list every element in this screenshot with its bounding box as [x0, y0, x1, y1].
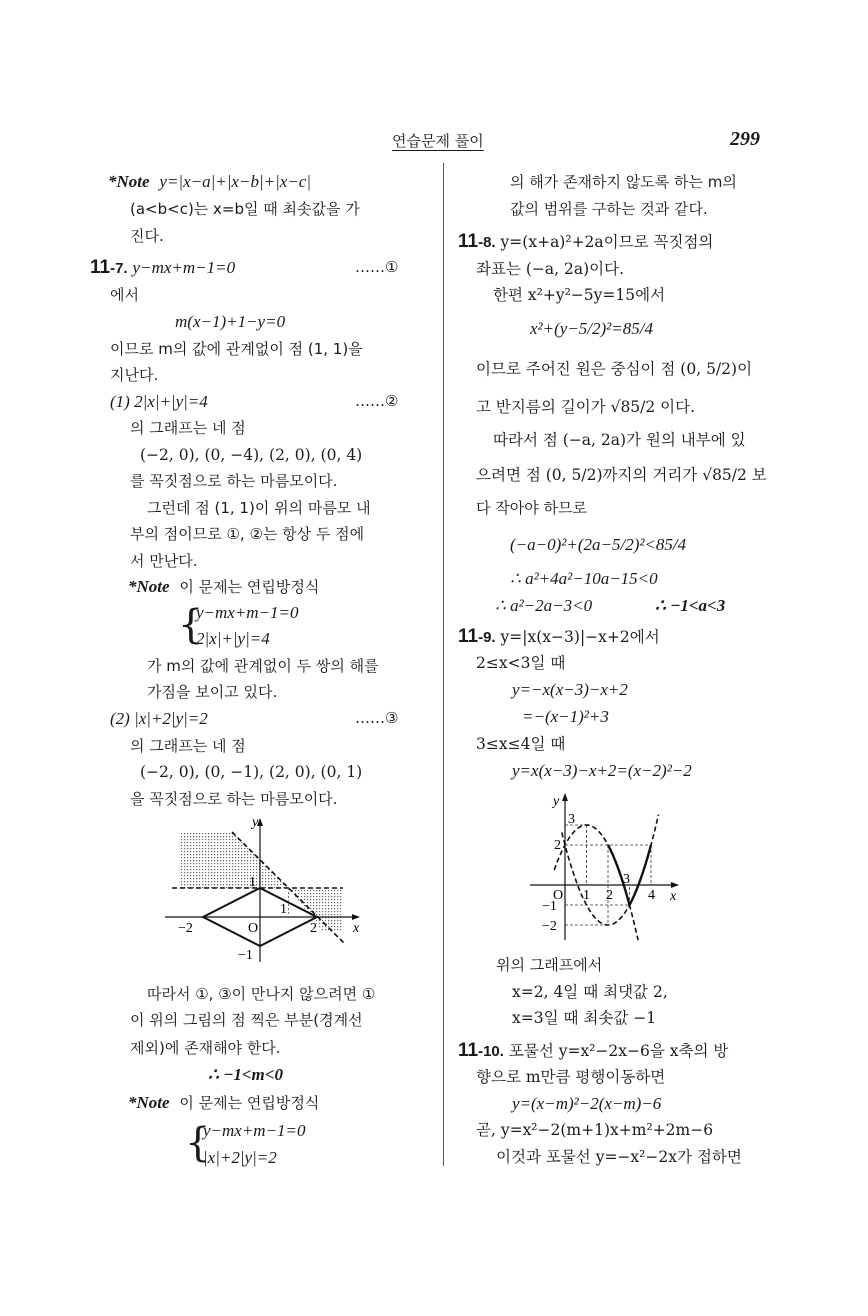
equation: (−a−0)²+(2a−5/2)²<85/4 — [510, 535, 687, 554]
text-line: 값의 범위를 구하는 것과 같다. — [510, 200, 708, 218]
x-label: x — [670, 889, 677, 904]
text-line: 따라서 ①, ③이 만나지 않으려면 ① — [147, 985, 376, 1003]
text-line: 곧, y=x²−2(m+1)x+m²+2m−6 — [476, 1121, 714, 1139]
note-label: *Note — [108, 172, 150, 191]
text-line: 의 해가 존재하지 않도록 하는 m의 — [510, 173, 737, 191]
equation: (1) 2|x|+|y|=4 — [110, 392, 208, 411]
text-line: 에서 — [110, 286, 139, 304]
problem-number: 11 — [458, 231, 479, 252]
equation: ∴ a²+4a²−10a−15<0 — [510, 569, 658, 588]
problem-subnumber: -9. — [478, 629, 496, 646]
problem-subnumber: -8. — [478, 234, 496, 251]
text-line: x=2, 4일 때 최댓값 2, — [512, 983, 668, 1001]
text-line: 고 반지름의 길이가 √85/2 이다. — [476, 398, 696, 416]
note-text: 이 문제는 연립방정식 — [179, 1094, 320, 1112]
text-line: 서 만난다. — [130, 552, 198, 570]
problem-subnumber: -10. — [478, 1043, 504, 1060]
system-equation: y−mx+m−1=0 — [196, 603, 299, 622]
text-line: 다 작아야 하므로 — [476, 499, 587, 517]
note-equation: y=|x−a|+|x−b|+|x−c| — [159, 172, 312, 191]
note-line — [128, 577, 319, 597]
rhombus-region-graph — [160, 812, 375, 967]
system-equation: y−mx+m−1=0 — [203, 1121, 306, 1140]
text-line: 지난다. — [110, 366, 159, 384]
equation: y=(x−m)²−2(x−m)−6 — [512, 1094, 662, 1113]
text-line: 이므로 m의 값에 관계없이 점 (1, 1)을 — [110, 340, 363, 358]
column-divider — [443, 163, 444, 1166]
y-label: y — [252, 815, 259, 830]
tick-label: 3 — [568, 812, 575, 827]
section-title: 연습문제 풀이 — [392, 132, 484, 150]
text-line: 한편 x²+y²−5y=15에서 — [493, 286, 666, 304]
tick-label: −1 — [238, 948, 253, 963]
text-line: 의 그래프는 네 점 — [130, 737, 246, 755]
tick-label: −2 — [178, 921, 193, 936]
text-line: (−2, 0), (0, −4), (2, 0), (0, 4) — [140, 446, 363, 464]
tick-label: 3 — [623, 872, 630, 887]
text-line: 이것과 포물선 y=−x²−2x가 접하면 — [496, 1148, 742, 1166]
guide-lines — [565, 825, 651, 925]
equation: x²+(y−5/2)²=85/4 — [530, 319, 653, 338]
text-line: 부의 점이므로 ①, ②는 항상 두 점에 — [130, 525, 365, 543]
text-line: 가짐을 보이고 있다. — [147, 683, 278, 701]
note-label: *Note — [128, 1093, 170, 1112]
text-line: 향으로 m만큼 평행이동하면 — [476, 1068, 666, 1086]
text-line: (a<b<c)는 x=b일 때 최솟값을 가 — [130, 200, 360, 218]
tick-label: 1 — [249, 875, 256, 890]
text-line: 를 꼭짓점으로 하는 마름모이다. — [130, 472, 338, 490]
text-line: 이므로 주어진 원은 중심이 점 (0, 5/2)이 — [476, 360, 753, 378]
tick-label: 1 — [280, 902, 287, 917]
text-line: 위의 그래프에서 — [496, 956, 603, 974]
equation: y=−x(x−3)−x+2 — [512, 680, 628, 699]
text-line: 제외)에 존재해야 한다. — [130, 1039, 281, 1057]
text-line: 2≤x<3일 때 — [476, 654, 566, 672]
equation: y−mx+m−1=0 — [132, 258, 236, 277]
problem-11-9-heading — [458, 627, 660, 648]
tick-label: −2 — [542, 919, 557, 934]
origin-label: O — [248, 921, 259, 936]
text-line: (−2, 0), (0, −1), (2, 0), (0, 1) — [140, 763, 363, 781]
tick-label: −1 — [542, 899, 557, 914]
text-line: 이 위의 그림의 점 찍은 부분(경계선 — [130, 1011, 363, 1029]
equation: (2) |x|+2|y|=2 — [110, 709, 208, 728]
page-number: 299 — [730, 128, 760, 150]
problem-number: 11 — [458, 1040, 479, 1061]
shaded-region-upper — [179, 832, 289, 888]
problem-11-10-heading — [458, 1041, 728, 1062]
origin-label: O — [553, 888, 564, 903]
text-line: 3≤x≤4일 때 — [476, 735, 566, 753]
text-line: 을 꼭짓점으로 하는 마름모이다. — [130, 790, 338, 808]
text-line: 따라서 점 (−a, 2a)가 원의 내부에 있 — [493, 431, 746, 449]
system-brace: { — [185, 1120, 211, 1166]
text-line: 가 m의 값에 관계없이 두 쌍의 해를 — [147, 657, 379, 675]
answer: ∴ −1<a<3 — [655, 596, 726, 615]
text-line: 으려면 점 (0, 5/2)까지의 거리가 √85/2 보 — [476, 466, 767, 484]
text-line: 의 그래프는 네 점 — [130, 419, 246, 437]
text-line: 좌표는 (−a, 2a)이다. — [476, 260, 624, 278]
text: y=|x(x−3)|−x+2에서 — [500, 628, 660, 646]
tick-label: 2 — [554, 838, 561, 853]
system-brace: { — [178, 602, 204, 648]
equation: m(x−1)+1−y=0 — [175, 312, 286, 331]
x-axis-arrow — [671, 882, 679, 888]
text: y=(x+a)²+2a이므로 꼭짓점의 — [500, 233, 714, 251]
equation: ∴ a²−2a−3<0 — [495, 596, 593, 615]
equation-marker: ……① — [355, 258, 399, 276]
tick-label: 1 — [583, 888, 590, 903]
answer: ∴ −1<m<0 — [208, 1065, 283, 1084]
equation-marker: ……② — [355, 392, 399, 410]
y-label: y — [553, 794, 560, 809]
note-line — [108, 172, 311, 192]
equation: =−(x−1)²+3 — [522, 707, 609, 726]
problem-subnumber: -7. — [110, 260, 128, 277]
equation: y=x(x−3)−x+2=(x−2)²−2 — [512, 761, 692, 780]
problem-11-8-heading — [458, 232, 713, 253]
system-equation: 2|x|+|y|=4 — [196, 629, 270, 648]
note-line — [128, 1093, 319, 1113]
note-text: 이 문제는 연립방정식 — [179, 578, 320, 596]
tick-label: 2 — [310, 921, 317, 936]
y-axis-arrow — [562, 793, 568, 801]
text-line: 진다. — [130, 227, 164, 245]
text-line: 그런데 점 (1, 1)이 위의 마름모 내 — [147, 499, 371, 517]
x-axis-arrow — [352, 914, 360, 920]
problem-number: 11 — [458, 626, 479, 647]
note-label: *Note — [128, 577, 170, 596]
text-line: x=3일 때 최솟값 −1 — [512, 1009, 657, 1027]
equation-marker: ……③ — [355, 709, 399, 727]
problem-11-7-heading — [90, 258, 235, 279]
text: 포물선 y=x²−2x−6을 x축의 방 — [508, 1042, 729, 1060]
problem-number: 11 — [90, 257, 111, 278]
tick-label: 4 — [648, 888, 655, 903]
x-label: x — [353, 921, 360, 936]
piecewise-function-graph — [520, 785, 695, 945]
tick-label: 2 — [606, 888, 613, 903]
system-equation: |x|+2|y|=2 — [203, 1148, 277, 1167]
